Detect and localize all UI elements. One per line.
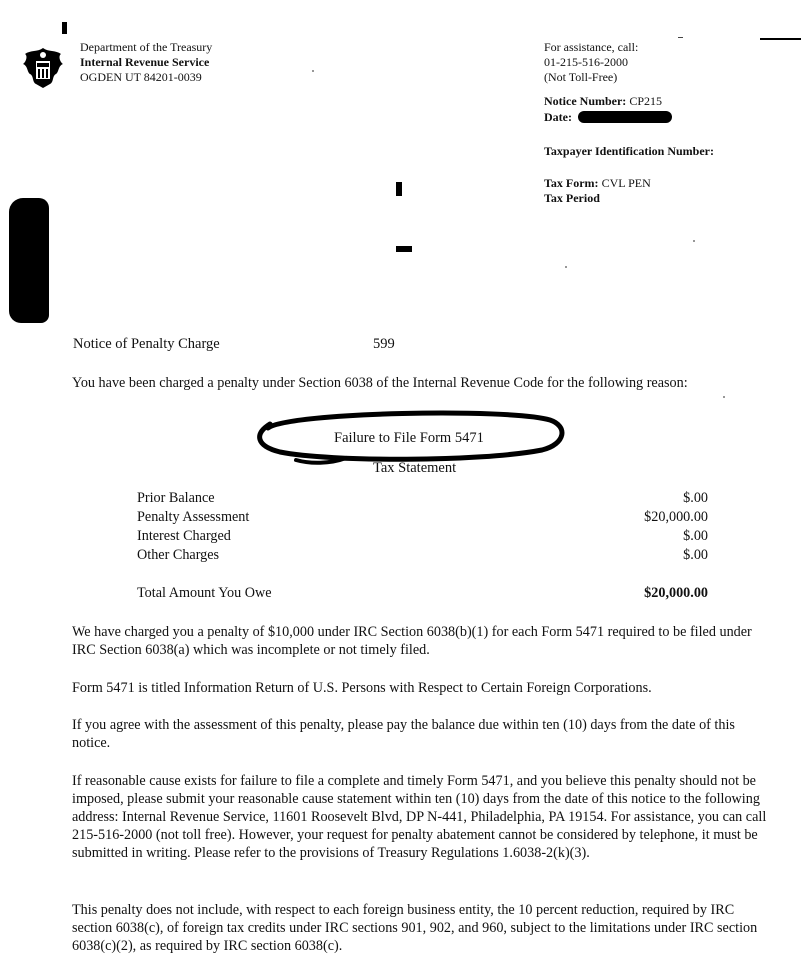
paragraph-payment: If you agree with the assessment of this penalty, please pay the balance due within ten (10) days from the date of this notice. <box>72 717 735 751</box>
irs-eagle-logo <box>20 44 66 90</box>
row-label: Other Charges <box>137 547 220 563</box>
agency-line-1: Department of the Treasury <box>80 40 213 54</box>
scan-mark-top-left <box>62 22 67 34</box>
notice-number-label: Notice Number: <box>544 94 627 108</box>
agency-line-2: Internal Revenue Service <box>80 55 210 69</box>
eagle-icon <box>20 44 66 90</box>
small-redaction-2 <box>396 246 412 252</box>
scan-speck <box>565 266 567 268</box>
assistance-note: (Not Toll-Free) <box>544 70 618 84</box>
row-label: Penalty Assessment <box>137 509 250 525</box>
date-label: Date: <box>544 110 572 124</box>
notice-title: Notice of Penalty Charge <box>73 336 220 352</box>
statement-row-penalty-assessment <box>137 508 708 527</box>
tax-form-value: CVL PEN <box>601 176 651 190</box>
notice-number-value: CP215 <box>629 94 662 108</box>
scan-speck <box>312 70 314 72</box>
small-redaction-1 <box>396 182 402 196</box>
assistance-phone: 01-215-516-2000 <box>544 55 628 69</box>
row-amount: $20,000.00 <box>644 509 708 525</box>
paragraph-penalty-explanation: We have charged you a penalty of $10,000 under IRC Section 6038(b)(1) for each Form 5471 required to be filed under IRC Section 6038(a) which was incomplete or not timely filed. <box>72 624 752 658</box>
scan-mark-top-right <box>760 38 801 40</box>
notice-code: 599 <box>373 336 395 352</box>
statement-title: Tax Statement <box>373 460 457 476</box>
tin-label: Taxpayer Identification Number: <box>544 144 715 158</box>
scan-speck <box>723 396 725 398</box>
notice-number <box>544 94 662 109</box>
agency-block <box>80 40 212 85</box>
paragraph-limitations: This penalty does not include, with respect to each foreign business entity, the 10 percent reduction, required by IRC section 6038(c), of foreign tax credits under IRC sections 901, 902, and 960, subject to the limitations under IRC section 6038(c)(2), as required by IRC section 6038(c). <box>72 902 758 954</box>
penalty-reason: Failure to File Form 5471 <box>334 430 484 446</box>
tax-period-label: Tax Period <box>544 191 600 205</box>
statement-row-prior-balance <box>137 489 708 508</box>
row-amount: $.00 <box>683 547 708 563</box>
row-amount: $.00 <box>683 490 708 506</box>
statement-row-other-charges <box>137 546 708 565</box>
total-label: Total Amount You Owe <box>137 585 272 601</box>
scan-speck <box>693 240 695 242</box>
address-redaction <box>9 198 49 323</box>
paragraph-form-title: Form 5471 is titled Information Return of U.S. Persons with Respect to Certain Foreign Corporations. <box>72 680 652 696</box>
paragraph-reasonable-cause: If reasonable cause exists for failure to file a complete and timely Form 5471, and you believe this penalty should not be imposed, please submit your reasonable cause statement within ten (10) days from the date of this notice to the following address: Internal Revenue Service, 11601 Roosevelt Blvd, DP N-441, Philadelphia, PA 19154. For assistance, you can call 215-516-2000 (not toll free). However, your request for penalty abatement cannot be considered by telephone, it must be submitted in writing. Please refer to the provisions of Treasury Regulations 1.6038-2(k)(3). <box>72 773 767 861</box>
agency-line-3: OGDEN UT 84201-0039 <box>80 70 202 84</box>
assistance-block <box>544 40 638 85</box>
row-label: Prior Balance <box>137 490 215 506</box>
total-amount: $20,000.00 <box>644 585 708 601</box>
statement-row-interest-charged <box>137 527 708 546</box>
row-label: Interest Charged <box>137 528 231 544</box>
scan-mark-dash <box>678 37 683 38</box>
tax-form-label: Tax Form: <box>544 176 599 190</box>
assistance-label: For assistance, call: <box>544 40 639 54</box>
intro-paragraph: You have been charged a penalty under Section 6038 of the Internal Revenue Code for the following reason: <box>72 375 688 391</box>
date-redaction <box>578 111 672 123</box>
statement-total-row <box>137 584 708 603</box>
row-amount: $.00 <box>683 528 708 544</box>
tax-form <box>544 176 651 191</box>
